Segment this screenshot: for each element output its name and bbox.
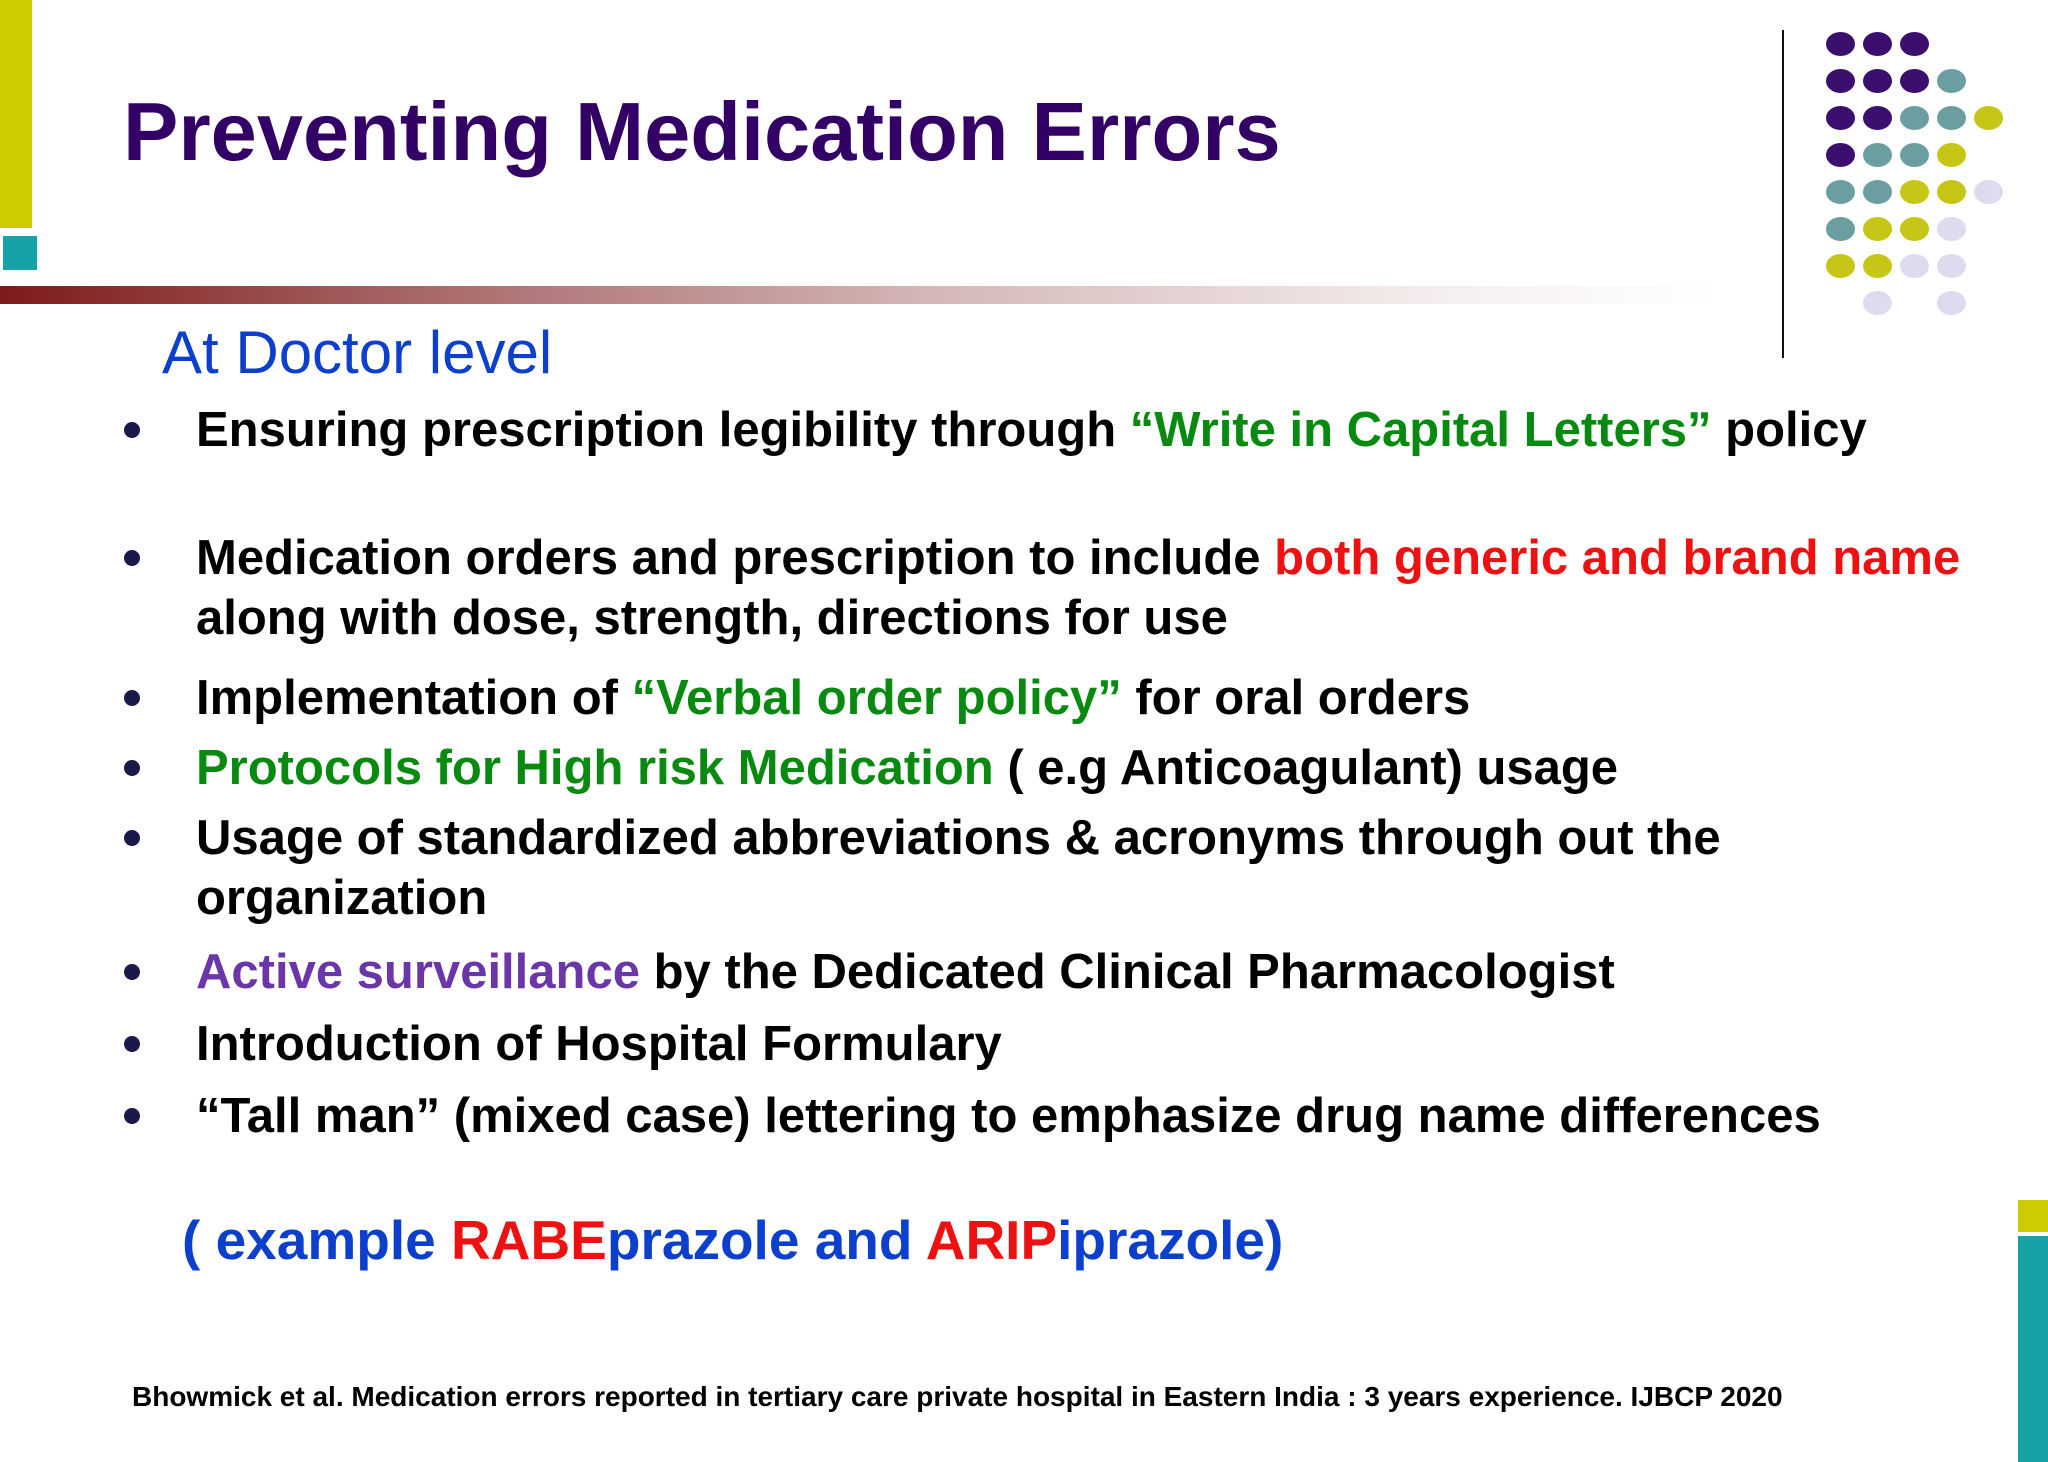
- decorative-dot: [1937, 217, 1966, 241]
- decorative-dot: [1900, 32, 1929, 56]
- example-drug2-rest: iprazole: [1057, 1209, 1265, 1271]
- vertical-divider-line: [1782, 30, 1784, 358]
- decorative-dot: [1937, 291, 1966, 315]
- bullet-dot-icon: [124, 760, 140, 776]
- left-accent-bar-yellow: [0, 0, 32, 228]
- right-accent-bar-teal: [2018, 1236, 2048, 1462]
- decorative-dot: [1900, 69, 1929, 93]
- bullet-item: [124, 1014, 1996, 1074]
- left-accent-square-teal: [3, 236, 37, 270]
- example-prefix: ( example: [182, 1209, 452, 1271]
- bullet-item: [124, 808, 1996, 928]
- bullet-dot-icon: [124, 1108, 140, 1124]
- title-divider-gradient: [0, 286, 1720, 304]
- bullet-text-part: by the Dedicated Clinical Pharmacologist: [639, 945, 1615, 999]
- bullet-text-part: Protocols for High risk Medication: [196, 741, 994, 795]
- decorative-dot: [1826, 106, 1855, 130]
- decorative-dot: [1826, 69, 1855, 93]
- decorative-dot: [1863, 69, 1892, 93]
- example-suffix: ): [1264, 1209, 1284, 1271]
- example-drug1-rest: prazole: [606, 1209, 800, 1271]
- bullet-item: [124, 668, 1996, 728]
- decorative-dot: [1826, 217, 1855, 241]
- bullet-text-part: for oral orders: [1121, 671, 1471, 725]
- tall-man-example: [182, 1208, 1283, 1272]
- decorative-dot: [1937, 254, 1966, 278]
- bullet-text-part: Implementation of: [196, 671, 632, 725]
- decorative-dot: [1937, 180, 1966, 204]
- decorative-dot: [1826, 143, 1855, 167]
- bullet-text-part: Active surveillance: [196, 945, 640, 999]
- decorative-dot: [1826, 254, 1855, 278]
- bullet-dot-icon: [124, 1036, 140, 1052]
- slide-subtitle: At Doctor level: [162, 319, 553, 386]
- decorative-dot: [1937, 69, 1966, 93]
- decorative-dot: [1900, 180, 1929, 204]
- decorative-dot: [1863, 180, 1892, 204]
- bullet-item: [124, 738, 1996, 798]
- decorative-dot: [1900, 217, 1929, 241]
- example-drug1-caps: RABE: [451, 1209, 607, 1271]
- bullet-dot-icon: [124, 550, 140, 566]
- bullet-item: [124, 942, 1996, 1002]
- bullet-text-part: “Verbal order policy”: [631, 671, 1122, 725]
- bullet-item: [124, 400, 1996, 460]
- decorative-dot: [1900, 143, 1929, 167]
- citation-footnote: Bhowmick et al. Medication errors reported in tertiary care private hospital in Eastern India : 3 years experience. IJBCP 2020: [132, 1381, 1783, 1412]
- bullet-dot-icon: [124, 830, 140, 846]
- decorative-dot: [1863, 106, 1892, 130]
- decorative-dot: [1826, 32, 1855, 56]
- decorative-dot: [1863, 143, 1892, 167]
- bullet-text-part: Ensuring prescription legibility through: [196, 403, 1130, 457]
- bullet-text-part: ( e.g Anticoagulant) usage: [993, 741, 1619, 795]
- bullet-text-part: Introduction of Hospital Formulary: [196, 1017, 1002, 1071]
- bullet-text-part: along with dose, strength, directions for use: [196, 591, 1228, 645]
- decorative-dot: [1900, 106, 1929, 130]
- decorative-dot: [1974, 106, 2003, 130]
- slide-title: Preventing Medication Errors: [123, 85, 1281, 178]
- bullet-dot-icon: [124, 964, 140, 980]
- example-drug2-caps: ARIP: [925, 1209, 1058, 1271]
- bullet-text-part: policy: [1711, 403, 1867, 457]
- bullet-item: [124, 528, 1996, 648]
- decorative-dot: [1826, 180, 1855, 204]
- decorative-dot: [1863, 32, 1892, 56]
- example-connector: and: [799, 1209, 926, 1271]
- right-accent-square-yellow: [2018, 1200, 2048, 1232]
- bullet-text-part: “Write in Capital Letters”: [1129, 403, 1712, 457]
- bullet-text-part: Usage of standardized abbreviations & acronyms through out the organization: [196, 811, 1721, 925]
- bullet-text-part: both generic and brand name: [1274, 531, 1961, 585]
- bullet-text-part: Medication orders and prescription to include: [196, 531, 1275, 585]
- decorative-dot: [1863, 254, 1892, 278]
- decorative-dot: [1937, 143, 1966, 167]
- decorative-dot: [1937, 106, 1966, 130]
- decorative-dot: [1974, 180, 2003, 204]
- bullet-dot-icon: [124, 690, 140, 706]
- bullet-item: [124, 1086, 1996, 1146]
- decorative-dot: [1900, 254, 1929, 278]
- bullet-dot-icon: [124, 422, 140, 438]
- decorative-dot: [1863, 291, 1892, 315]
- decorative-dot: [1863, 217, 1892, 241]
- bullet-text-part: “Tall man” (mixed case) lettering to emphasize drug name differences: [196, 1089, 1821, 1143]
